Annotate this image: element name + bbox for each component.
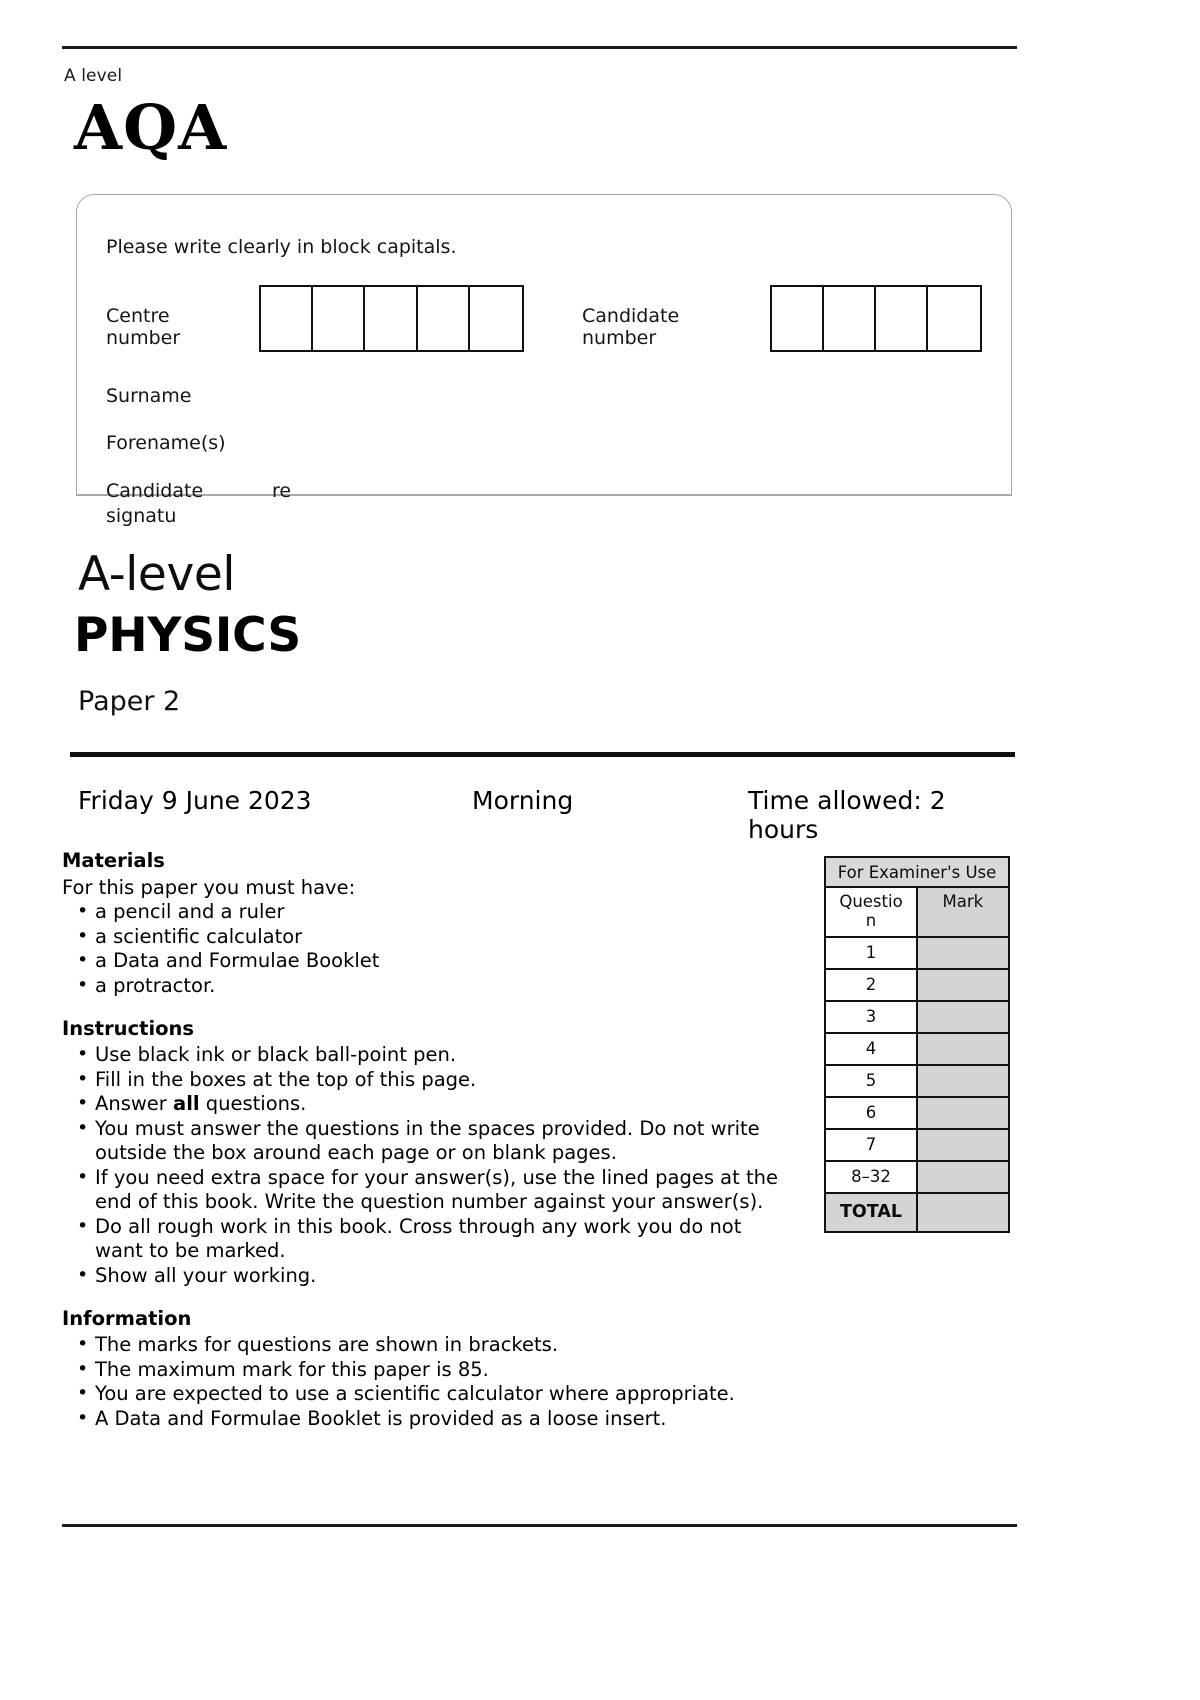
candidate-signature-label: Candidate [106,480,204,502]
question-number: 7 [826,1130,918,1160]
centre-number-input[interactable] [259,285,524,352]
candidate-details-box-floor [76,494,1012,496]
question-number: 5 [826,1066,918,1096]
mark-cell[interactable] [918,1098,1008,1128]
list-item: • You must answer the questions in the spaces provided. Do not write outside the box around each page or on blank pages. [62,1117,792,1166]
centre-number-cell[interactable] [313,287,365,350]
exam-date: Friday 9 June 2023 [78,786,312,815]
materials-list [62,900,792,998]
title-divider-rule [70,752,1015,757]
candidate-number-label-line2: number [582,327,657,349]
candidate-signature-label-overflow: signatu [106,505,177,527]
examiner-use-table [824,856,1010,1233]
instructions-list [62,1043,792,1288]
list-item: • You are expected to use a scientific calculator where appropriate. [62,1382,792,1407]
exam-details-row [78,786,1018,844]
total-label: TOTAL [826,1194,918,1231]
bottom-rule [62,1524,1017,1527]
candidate-signature-label-fragment: re [272,480,292,502]
column-header-question-line2: n [865,911,877,930]
candidate-number-label-line1: Candidate [582,305,680,327]
centre-number-label [106,305,180,349]
mark-cell[interactable] [918,1162,1008,1192]
list-item: • a Data and Formulae Booklet [62,949,792,974]
table-row-total [826,1194,1008,1231]
page-title-subject: PHYSICS [74,608,301,663]
surname-label: Surname [106,385,192,407]
column-header-mark: Mark [918,888,1008,936]
list-item: • Fill in the boxes at the top of this page. [62,1068,792,1093]
mark-cell[interactable] [918,1130,1008,1160]
qualification-label: A level [64,66,123,86]
forename-label: Forename(s) [106,432,226,454]
exam-session: Morning [472,786,574,815]
table-row [826,1130,1008,1162]
table-row [826,1066,1008,1098]
page-title-paper: Paper 2 [78,686,181,717]
question-number: 2 [826,970,918,1000]
centre-number-cell[interactable] [365,287,417,350]
column-header-question [826,888,918,936]
mark-cell[interactable] [918,1002,1008,1032]
question-number-range: 8–32 [826,1162,918,1192]
list-item: • a scientific calculator [62,925,792,950]
list-item: • The marks for questions are shown in brackets. [62,1333,792,1358]
mark-cell[interactable] [918,1066,1008,1096]
candidate-number-cell[interactable] [824,287,876,350]
list-item: • Do all rough work in this book. Cross through any work you do not want to be marked. [62,1215,792,1264]
question-number: 4 [826,1034,918,1064]
examiner-table-title: For Examiner's Use [826,858,1008,888]
column-header-question-line1: Questio [839,892,903,911]
block-capitals-instruction: Please write clearly in block capitals. [106,236,457,258]
table-row [826,1098,1008,1130]
candidate-number-cell[interactable] [928,287,980,350]
list-item: • If you need extra space for your answer(s), use the lined pages at the end of this book. Write the question number against your answer(s). [62,1166,792,1215]
question-number: 6 [826,1098,918,1128]
list-item: • A Data and Formulae Booklet is provided as a loose insert. [62,1407,792,1432]
mark-cell[interactable] [918,970,1008,1000]
list-item: • a protractor. [62,974,792,999]
question-number: 1 [826,938,918,968]
candidate-number-cell[interactable] [876,287,928,350]
table-row [826,938,1008,970]
candidate-number-cell[interactable] [772,287,824,350]
examiner-table-header-row [826,888,1008,938]
instructions-heading: Instructions [62,1017,195,1040]
table-row [826,1034,1008,1066]
bold-all: all [173,1092,200,1115]
list-item: • a pencil and a ruler [62,900,792,925]
centre-number-label-line1: Centre [106,305,170,327]
candidate-number-input[interactable] [770,285,982,352]
top-rule [62,46,1017,49]
materials-intro: For this paper you must have: [62,876,356,899]
exam-time-allowed: Time allowed: 2 hours [748,786,946,844]
table-row [826,970,1008,1002]
table-row [826,1002,1008,1034]
candidate-number-label [582,305,679,349]
total-mark-cell[interactable] [918,1194,1008,1231]
front-cover-text-column [62,848,792,1431]
materials-heading: Materials [62,849,165,872]
mark-cell[interactable] [918,1034,1008,1064]
mark-cell[interactable] [918,938,1008,968]
centre-number-cell[interactable] [470,287,522,350]
centre-number-label-line2: number [106,327,181,349]
information-list [62,1333,792,1431]
centre-number-cell[interactable] [261,287,313,350]
list-item: • Show all your working. [62,1264,792,1289]
list-item: • The maximum mark for this paper is 85. [62,1358,792,1383]
question-number: 3 [826,1002,918,1032]
list-item: • Use black ink or black ball-point pen. [62,1043,792,1068]
list-item-answer-all: • Answer all questions. [62,1092,792,1117]
information-heading: Information [62,1307,192,1330]
aqa-logo: AQA [74,91,228,164]
centre-number-cell[interactable] [418,287,470,350]
table-row [826,1162,1008,1194]
page-title-level: A-level [78,547,236,602]
